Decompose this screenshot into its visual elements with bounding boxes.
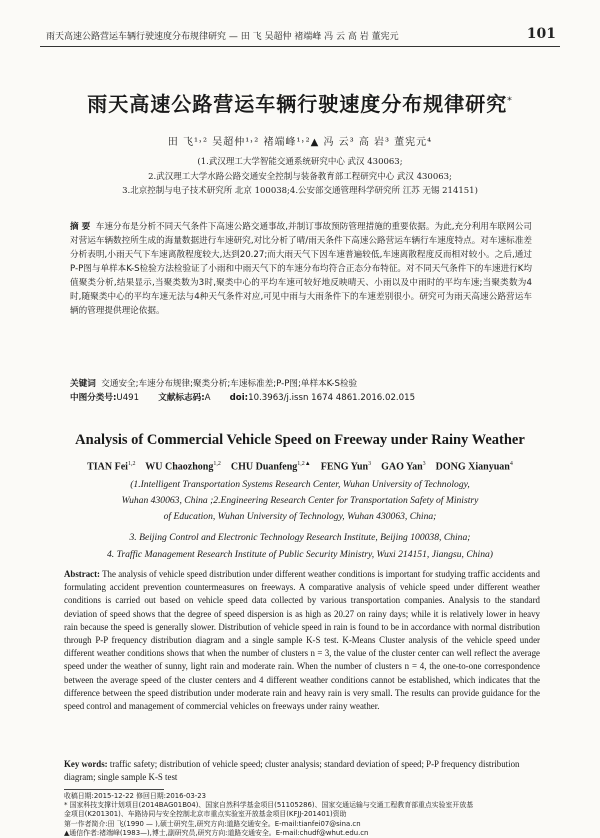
author-name: DONG Xianyuan	[435, 461, 510, 473]
chinese-affiliation-1: (1.武汉理工大学智能交通系统研究中心 武汉 430063;	[197, 157, 403, 167]
chinese-authors: 田 飞¹˒² 吴超仲¹˒² 褚端峰¹˒²▲ 冯 云³ 高 岩³ 董宪元⁴	[167, 137, 433, 148]
chinese-keywords-text: 交通安全;车速分布规律;聚类分析;车速标准差;P-P图;单样本K-S检验	[101, 379, 358, 389]
author-affil-mark: 3	[368, 461, 372, 467]
footnotes	[64, 792, 544, 838]
running-head-text: 雨天高速公路营运车辆行驶速度分布规律研究 — 田 飞 吴超仲 褚端峰 冯 云 高 岩 董宪元	[46, 32, 399, 42]
footnote-dates: 收稿日期:2015-12-22 修回日期:2016-03-23	[64, 792, 207, 800]
author-affil-mark: 1,2	[213, 461, 221, 467]
document-code-value: A	[204, 393, 211, 403]
english-keywords-label: Key words:	[64, 759, 108, 769]
document-code-label: 文献标志码:	[158, 393, 205, 403]
english-affiliation-3: of Education, Wuhan University of Technology, Wuhan 430063, China;	[163, 511, 437, 522]
doi-value: 10.3963/j.issn 1674 4861.2016.02.015	[248, 393, 416, 403]
chinese-keywords-label: 关键词	[70, 379, 96, 389]
chinese-affiliation-3: 3.北京控制与电子技术研究所 北京 100038;4.公安部交通管理科学研究所 江苏 无锡 214151)	[122, 186, 478, 196]
chinese-title-text: 雨天高速公路营运车辆行驶速度分布规律研究	[87, 92, 508, 116]
chinese-abstract-text: 车速分布是分析不同天气条件下高速公路交通事故,并制订事故预防管理措施的重要依据。为此,充分利用车联网公司对营运车辆数控所生成的海量数据进行车速研究,对比分析了晴/雨天条件下高速公路营运车辆行车速度特点。对车速标准差分析表明,小雨天气下车速离散程度较大,达到20.27;而大雨天气下因车速普遍较低,车速离散程度反而相对较小。之后,通过P-P图与单样本K-S检验方法检验证了小雨和中雨天气下的车速分布均符合正态分布特征。对不同天气条件下的车速进行K均值聚类分析,结果显示,当聚类数为3时,聚类中心的平均车速可较好地反映晴天、小雨以及中雨时的平均车速;当聚类数为4时,随聚类中心的平均车速无法与4种天气条件对应,可见中雨与大雨条件下的车速差别很小。研究可为雨天高速公路营运车辆的管理提供理论依据。	[70, 222, 533, 316]
author-affil-mark: 4	[509, 461, 513, 467]
author-affil-mark: 3	[422, 461, 426, 467]
running-head	[40, 26, 560, 47]
english-authors	[0, 461, 600, 472]
chinese-affiliation-2: 2.武汉理工大学水路公路交通安全控制与装备教育部工程研究中心 武汉 430063;	[148, 172, 452, 182]
author-affil-mark: 1,2	[127, 461, 136, 467]
english-keywords	[64, 758, 540, 784]
clc-value: U491	[116, 393, 140, 403]
english-affiliation-5: 4. Traffic Management Research Institute of Public Security Ministry, Wuxi 214151, Jiangsu, China)	[106, 549, 493, 560]
author-name: FENG Yun	[320, 461, 369, 473]
footnote-first-author: 第一作者简介:田 飞(1990 — ),硕士研究生,研究方向:道路交通安全。E-mail:tianfei07@sina.cn	[64, 819, 361, 828]
english-affiliation-2: Wuhan 430063, China ;2.Engineering Research Center for Transportation Safety of Ministry	[121, 495, 479, 506]
chinese-title	[0, 88, 600, 117]
footnote-funding-cont: 金项目(K201301)、车路协同与安全控制北京市重点实验室开放基金项目(KFJJ-201401)资助	[64, 810, 347, 819]
english-affiliation-4: 3. Beijing Control and Electronic Technology Research Institute, Beijing 100038, China;	[129, 532, 471, 543]
author-affil-mark: 1,2▲	[297, 461, 311, 467]
author-name: GAO Yan	[381, 461, 423, 473]
chinese-keywords	[70, 378, 540, 390]
author-name: TIAN Fei	[87, 461, 128, 473]
footnote-corresponding-author: ▲通信作者:褚端峰(1983—),博士,副研究员,研究方向:道路交通安全。E-mail:chudf@whut.edu.cn	[64, 828, 369, 837]
doi-label: doi:	[229, 393, 249, 403]
english-keywords-text: traffic safety; distribution of vehicle speed; cluster analysis; standard deviation of speed; P-P frequency distribution diagram; single sample K-S test	[64, 759, 520, 782]
clc-label: 中图分类号:	[70, 393, 117, 403]
english-abstract	[64, 568, 540, 713]
footnote-divider	[64, 789, 164, 790]
chinese-abstract	[70, 220, 532, 318]
english-affiliation-1: (1.Intelligent Transportation Systems Research Center, Wuhan University of Technology,	[130, 479, 470, 490]
chinese-abstract-label: 摘 要	[70, 222, 91, 232]
english-abstract-label: Abstract:	[64, 569, 100, 579]
author-name: WU Chaozhong	[145, 461, 214, 473]
english-abstract-text: The analysis of vehicle speed distribution under different weather conditions is important for studying traffic accidents and formulating accident prevention countermeasures on freeways. A comparative analysis of vehicle speed under different weather conditions is carried out based on vehicle speed data collected by various transportation companies. Analysis to the standard deviation of speed shows that the degree of speed dispersion is as high as 20.27 on rainy days; while it is relatively lower in heavy rain because the speed is generally slower. Distribution of vehicle speed in rain is found to be in accordance with normal distribution through P-P frequency distribution diagram and a single sample K-S test. K-Means Cluster analysis of the vehicle speed under different weather conditions shows that when the number of clusters n = 3, the value of the cluster center can well reflect the average speed under the weather of sunny, light rain and moderate rain. When the number of clusters n = 4, the one-to-one correspondence between the average speed of the cluster centers and 4 different weather conditions cannot be established, which indicates that the difference between the speed distribution under moderate rain and heavy rain is very small. The results can provide guidance for the speed control and management of commercial vehicles on freeways under rainy weather.	[64, 569, 540, 712]
english-title: Analysis of Commercial Vehicle Speed on Freeway under Rainy Weather	[75, 432, 525, 448]
title-footnote-mark: *	[507, 96, 513, 107]
page-number: 101	[526, 26, 556, 42]
author-name: CHU Duanfeng	[230, 461, 298, 473]
footnote-funding: * 国家科技支撑计划项目(2014BAG01B04)、国家自然科学基金项目(51105286)、国家交通运输与交通工程教育部重点实验室开放基	[64, 801, 474, 810]
classification-line	[70, 392, 540, 404]
